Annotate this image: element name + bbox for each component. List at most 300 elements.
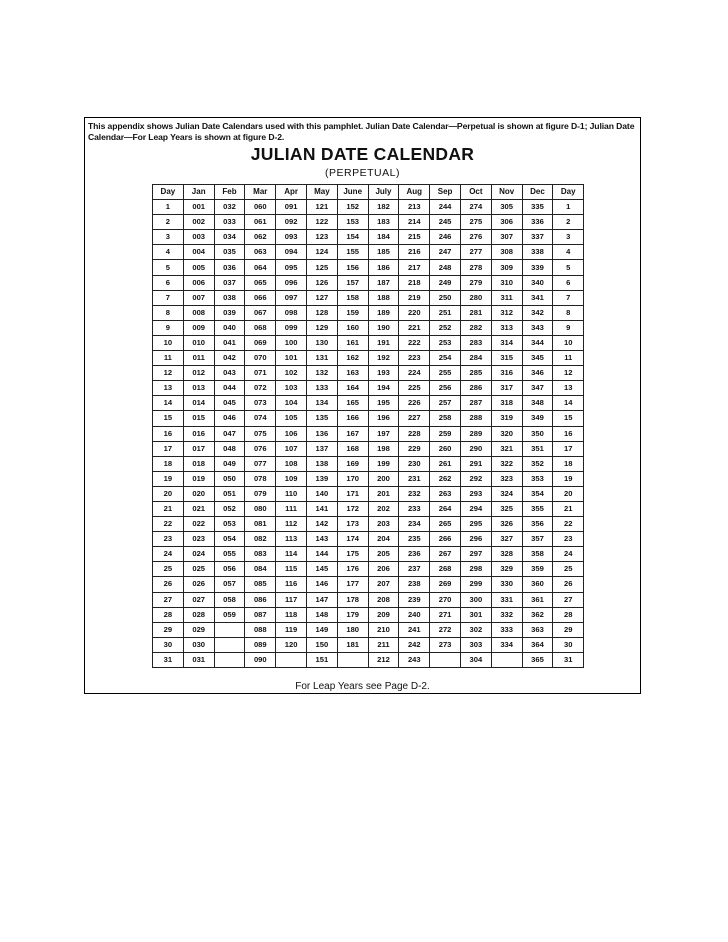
table-cell: 047 <box>214 426 245 441</box>
table-cell: 19 <box>153 471 184 486</box>
table-cell: 238 <box>399 577 430 592</box>
table-cell: 330 <box>491 577 522 592</box>
table-cell: 182 <box>368 200 399 215</box>
table-cell: 22 <box>553 517 584 532</box>
table-cell: 140 <box>306 486 337 501</box>
table-cell: 071 <box>245 366 276 381</box>
table-cell: 139 <box>306 471 337 486</box>
table-cell: 355 <box>522 501 553 516</box>
table-cell: 7 <box>553 290 584 305</box>
table-cell: 151 <box>306 652 337 667</box>
table-cell: 275 <box>460 215 491 230</box>
table-cell: 352 <box>522 456 553 471</box>
table-cell: 288 <box>460 411 491 426</box>
table-cell: 124 <box>306 245 337 260</box>
table-cell: 260 <box>430 441 461 456</box>
table-cell: 23 <box>153 532 184 547</box>
table-cell: 266 <box>430 532 461 547</box>
table-cell: 225 <box>399 381 430 396</box>
table-cell: 18 <box>153 456 184 471</box>
table-cell: 160 <box>337 320 368 335</box>
table-cell: 102 <box>276 366 307 381</box>
table-cell: 2 <box>153 215 184 230</box>
table-cell: 192 <box>368 351 399 366</box>
table-cell: 236 <box>399 547 430 562</box>
table-cell: 226 <box>399 396 430 411</box>
table-cell: 045 <box>214 396 245 411</box>
table-cell: 26 <box>553 577 584 592</box>
table-cell: 23 <box>553 532 584 547</box>
table-cell: 042 <box>214 351 245 366</box>
table-cell: 178 <box>337 592 368 607</box>
table-cell: 064 <box>245 260 276 275</box>
table-cell: 31 <box>153 652 184 667</box>
table-cell: 009 <box>183 320 214 335</box>
table-cell: 050 <box>214 471 245 486</box>
table-cell: 156 <box>337 260 368 275</box>
table-cell: 301 <box>460 607 491 622</box>
table-cell: 146 <box>306 577 337 592</box>
table-cell: 055 <box>214 547 245 562</box>
table-cell: 060 <box>245 200 276 215</box>
table-cell: 293 <box>460 486 491 501</box>
table-cell: 016 <box>183 426 214 441</box>
table-cell: 257 <box>430 396 461 411</box>
table-cell: 137 <box>306 441 337 456</box>
table-cell: 098 <box>276 305 307 320</box>
table-cell: 296 <box>460 532 491 547</box>
table-cell: 358 <box>522 547 553 562</box>
table-row <box>153 652 584 667</box>
table-cell: 084 <box>245 562 276 577</box>
table-cell: 033 <box>214 215 245 230</box>
table-cell: 179 <box>337 607 368 622</box>
table-cell: 19 <box>553 471 584 486</box>
table-cell: 148 <box>306 607 337 622</box>
table-cell: 250 <box>430 290 461 305</box>
table-cell: 283 <box>460 335 491 350</box>
table-cell: 29 <box>153 622 184 637</box>
table-cell: 171 <box>337 486 368 501</box>
table-cell: 251 <box>430 305 461 320</box>
table-cell: 077 <box>245 456 276 471</box>
table-cell: 304 <box>460 652 491 667</box>
table-cell: 085 <box>245 577 276 592</box>
table-cell: 240 <box>399 607 430 622</box>
table-cell: 261 <box>430 456 461 471</box>
table-cell: 214 <box>399 215 430 230</box>
table-cell: 186 <box>368 260 399 275</box>
table-cell: 094 <box>276 245 307 260</box>
column-header: Day <box>153 185 184 200</box>
table-cell: 017 <box>183 441 214 456</box>
table-cell: 269 <box>430 577 461 592</box>
table-cell: 9 <box>553 320 584 335</box>
table-cell: 317 <box>491 381 522 396</box>
table-cell: 341 <box>522 290 553 305</box>
table-cell: 011 <box>183 351 214 366</box>
table-cell: 1 <box>553 200 584 215</box>
table-cell: 058 <box>214 592 245 607</box>
table-cell: 061 <box>245 215 276 230</box>
table-cell: 231 <box>399 471 430 486</box>
table-cell: 221 <box>399 320 430 335</box>
table-cell: 204 <box>368 532 399 547</box>
table-cell: 259 <box>430 426 461 441</box>
table-cell: 048 <box>214 441 245 456</box>
table-cell: 212 <box>368 652 399 667</box>
table-cell: 046 <box>214 411 245 426</box>
table-cell: 206 <box>368 562 399 577</box>
table-cell: 29 <box>553 622 584 637</box>
table-cell: 298 <box>460 562 491 577</box>
table-cell: 213 <box>399 200 430 215</box>
table-cell: 5 <box>153 260 184 275</box>
table-cell: 181 <box>337 637 368 652</box>
table-cell: 199 <box>368 456 399 471</box>
table-cell <box>430 652 461 667</box>
table-cell: 320 <box>491 426 522 441</box>
table-cell: 235 <box>399 532 430 547</box>
table-cell: 8 <box>153 305 184 320</box>
table-row <box>153 335 584 350</box>
table-row <box>153 275 584 290</box>
table-cell: 239 <box>399 592 430 607</box>
table-cell: 12 <box>553 366 584 381</box>
table-cell: 279 <box>460 275 491 290</box>
table-cell: 253 <box>430 335 461 350</box>
table-cell: 101 <box>276 351 307 366</box>
table-cell: 246 <box>430 230 461 245</box>
table-cell: 264 <box>430 501 461 516</box>
table-cell <box>491 652 522 667</box>
table-cell <box>337 652 368 667</box>
table-row <box>153 501 584 516</box>
table-cell: 22 <box>153 517 184 532</box>
table-cell: 307 <box>491 230 522 245</box>
table-cell: 155 <box>337 245 368 260</box>
table-cell: 154 <box>337 230 368 245</box>
table-cell: 252 <box>430 320 461 335</box>
table-cell: 325 <box>491 501 522 516</box>
table-cell: 020 <box>183 486 214 501</box>
column-header: Apr <box>276 185 307 200</box>
table-cell: 110 <box>276 486 307 501</box>
table-cell: 053 <box>214 517 245 532</box>
table-cell: 232 <box>399 486 430 501</box>
table-cell: 324 <box>491 486 522 501</box>
table-cell: 138 <box>306 456 337 471</box>
table-cell: 076 <box>245 441 276 456</box>
table-cell <box>214 652 245 667</box>
table-cell: 334 <box>491 637 522 652</box>
table-cell: 024 <box>183 547 214 562</box>
table-cell: 348 <box>522 396 553 411</box>
table-cell: 208 <box>368 592 399 607</box>
table-cell: 20 <box>553 486 584 501</box>
table-cell: 247 <box>430 245 461 260</box>
table-cell: 052 <box>214 501 245 516</box>
table-cell: 329 <box>491 562 522 577</box>
table-cell: 083 <box>245 547 276 562</box>
table-cell: 256 <box>430 381 461 396</box>
table-cell: 027 <box>183 592 214 607</box>
table-cell: 295 <box>460 517 491 532</box>
table-row <box>153 441 584 456</box>
table-cell: 007 <box>183 290 214 305</box>
table-row <box>153 290 584 305</box>
table-header-row <box>153 185 584 200</box>
footer-note: For Leap Years see Page D-2. <box>295 681 430 692</box>
table-cell: 5 <box>553 260 584 275</box>
table-cell: 147 <box>306 592 337 607</box>
table-row <box>153 622 584 637</box>
table-cell: 174 <box>337 532 368 547</box>
table-cell: 229 <box>399 441 430 456</box>
table-cell: 318 <box>491 396 522 411</box>
table-cell: 363 <box>522 622 553 637</box>
table-cell: 108 <box>276 456 307 471</box>
table-cell: 163 <box>337 366 368 381</box>
table-cell: 209 <box>368 607 399 622</box>
table-row <box>153 577 584 592</box>
table-row <box>153 426 584 441</box>
table-cell: 313 <box>491 320 522 335</box>
table-cell: 175 <box>337 547 368 562</box>
table-cell: 326 <box>491 517 522 532</box>
table-cell: 068 <box>245 320 276 335</box>
table-cell: 230 <box>399 456 430 471</box>
table-cell: 222 <box>399 335 430 350</box>
table-cell: 037 <box>214 275 245 290</box>
table-cell: 162 <box>337 351 368 366</box>
table-cell: 079 <box>245 486 276 501</box>
table-cell: 16 <box>153 426 184 441</box>
column-header: Mar <box>245 185 276 200</box>
table-cell: 245 <box>430 215 461 230</box>
table-cell: 342 <box>522 305 553 320</box>
table-cell: 216 <box>399 245 430 260</box>
table-cell: 30 <box>553 637 584 652</box>
table-cell: 360 <box>522 577 553 592</box>
table-cell: 362 <box>522 607 553 622</box>
table-row <box>153 215 584 230</box>
table-row <box>153 230 584 245</box>
table-cell: 074 <box>245 411 276 426</box>
table-cell: 332 <box>491 607 522 622</box>
table-cell: 166 <box>337 411 368 426</box>
table-cell: 18 <box>553 456 584 471</box>
table-cell: 113 <box>276 532 307 547</box>
table-row <box>153 366 584 381</box>
table-cell: 015 <box>183 411 214 426</box>
table-cell: 041 <box>214 335 245 350</box>
table-cell: 129 <box>306 320 337 335</box>
table-row <box>153 396 584 411</box>
table-cell <box>276 652 307 667</box>
table-row <box>153 200 584 215</box>
table-cell: 294 <box>460 501 491 516</box>
table-cell: 065 <box>245 275 276 290</box>
table-cell: 262 <box>430 471 461 486</box>
table-cell: 308 <box>491 245 522 260</box>
table-cell: 164 <box>337 381 368 396</box>
table-cell: 8 <box>553 305 584 320</box>
table-cell: 183 <box>368 215 399 230</box>
table-cell: 311 <box>491 290 522 305</box>
table-cell: 073 <box>245 396 276 411</box>
table-cell: 057 <box>214 577 245 592</box>
table-cell: 107 <box>276 441 307 456</box>
column-header: Nov <box>491 185 522 200</box>
table-cell: 205 <box>368 547 399 562</box>
table-cell: 6 <box>553 275 584 290</box>
table-cell: 187 <box>368 275 399 290</box>
table-cell: 286 <box>460 381 491 396</box>
table-cell: 343 <box>522 320 553 335</box>
table-cell: 104 <box>276 396 307 411</box>
table-cell: 335 <box>522 200 553 215</box>
table-row <box>153 471 584 486</box>
table-cell: 190 <box>368 320 399 335</box>
table-cell: 126 <box>306 275 337 290</box>
table-cell: 013 <box>183 381 214 396</box>
table-cell: 25 <box>153 562 184 577</box>
table-cell: 280 <box>460 290 491 305</box>
table-row <box>153 456 584 471</box>
table-cell: 034 <box>214 230 245 245</box>
table-cell: 090 <box>245 652 276 667</box>
table-cell: 27 <box>153 592 184 607</box>
table-cell: 364 <box>522 637 553 652</box>
table-cell: 141 <box>306 501 337 516</box>
table-cell: 120 <box>276 637 307 652</box>
table-cell: 267 <box>430 547 461 562</box>
table-cell: 075 <box>245 426 276 441</box>
table-cell: 13 <box>553 381 584 396</box>
table-cell: 244 <box>430 200 461 215</box>
table-cell: 26 <box>153 577 184 592</box>
table-row <box>153 562 584 577</box>
table-cell: 121 <box>306 200 337 215</box>
table-row <box>153 486 584 501</box>
table-cell: 273 <box>430 637 461 652</box>
table-cell: 159 <box>337 305 368 320</box>
table-cell: 051 <box>214 486 245 501</box>
table-cell: 28 <box>553 607 584 622</box>
table-cell: 152 <box>337 200 368 215</box>
table-cell: 27 <box>553 592 584 607</box>
table-cell: 096 <box>276 275 307 290</box>
table-cell: 144 <box>306 547 337 562</box>
table-cell: 270 <box>430 592 461 607</box>
table-cell: 354 <box>522 486 553 501</box>
table-cell: 023 <box>183 532 214 547</box>
table-row <box>153 320 584 335</box>
table-cell: 322 <box>491 456 522 471</box>
table-cell: 109 <box>276 471 307 486</box>
table-cell: 002 <box>183 215 214 230</box>
table-cell: 161 <box>337 335 368 350</box>
table-cell: 185 <box>368 245 399 260</box>
table-cell: 006 <box>183 275 214 290</box>
table-cell: 287 <box>460 396 491 411</box>
table-body <box>153 200 584 668</box>
table-cell: 20 <box>153 486 184 501</box>
table-cell: 119 <box>276 622 307 637</box>
table-cell: 302 <box>460 622 491 637</box>
table-cell: 111 <box>276 501 307 516</box>
column-header: Dec <box>522 185 553 200</box>
table-row <box>153 532 584 547</box>
table-cell: 040 <box>214 320 245 335</box>
table-cell: 15 <box>553 411 584 426</box>
table-cell: 218 <box>399 275 430 290</box>
table-row <box>153 637 584 652</box>
table-cell: 25 <box>553 562 584 577</box>
table-cell: 300 <box>460 592 491 607</box>
table-cell: 070 <box>245 351 276 366</box>
table-cell: 088 <box>245 622 276 637</box>
table-cell: 353 <box>522 471 553 486</box>
table-cell: 281 <box>460 305 491 320</box>
table-cell: 258 <box>430 411 461 426</box>
table-cell: 297 <box>460 547 491 562</box>
table-cell: 210 <box>368 622 399 637</box>
table-cell: 24 <box>153 547 184 562</box>
table-cell: 249 <box>430 275 461 290</box>
table-cell: 243 <box>399 652 430 667</box>
table-cell: 044 <box>214 381 245 396</box>
table-cell: 344 <box>522 335 553 350</box>
table-cell: 001 <box>183 200 214 215</box>
table-cell: 189 <box>368 305 399 320</box>
table-row <box>153 305 584 320</box>
table-cell: 220 <box>399 305 430 320</box>
table-cell: 087 <box>245 607 276 622</box>
page-subtitle: (PERPETUAL) <box>325 167 400 179</box>
table-cell: 346 <box>522 366 553 381</box>
table-cell: 184 <box>368 230 399 245</box>
table-cell: 022 <box>183 517 214 532</box>
table-cell: 097 <box>276 290 307 305</box>
table-cell: 265 <box>430 517 461 532</box>
table-cell: 170 <box>337 471 368 486</box>
table-cell: 314 <box>491 335 522 350</box>
table-cell: 345 <box>522 351 553 366</box>
table-cell: 207 <box>368 577 399 592</box>
table-cell: 241 <box>399 622 430 637</box>
table-cell: 168 <box>337 441 368 456</box>
table-cell: 112 <box>276 517 307 532</box>
table-cell: 029 <box>183 622 214 637</box>
table-cell: 039 <box>214 305 245 320</box>
table-row <box>153 381 584 396</box>
table-cell: 177 <box>337 577 368 592</box>
table-cell: 3 <box>553 230 584 245</box>
table-cell: 9 <box>153 320 184 335</box>
table-cell: 365 <box>522 652 553 667</box>
table-row <box>153 260 584 275</box>
table-cell: 291 <box>460 456 491 471</box>
table-cell: 263 <box>430 486 461 501</box>
table-cell: 233 <box>399 501 430 516</box>
table-cell: 081 <box>245 517 276 532</box>
table-cell: 093 <box>276 230 307 245</box>
table-cell: 227 <box>399 411 430 426</box>
table-cell: 172 <box>337 501 368 516</box>
table-cell: 091 <box>276 200 307 215</box>
